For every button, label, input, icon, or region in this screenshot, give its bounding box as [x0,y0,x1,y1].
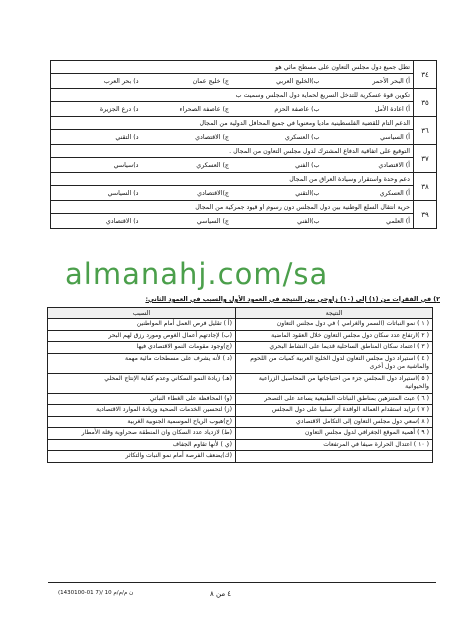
cause-cell: (ك)يضعف الفرصة أمام نمو النبات والتكاثر [48,451,236,463]
answer-option: ب)الفني [297,217,320,225]
cause-cell: (هـ) زيادة النمو السكاني وعدم كفاية الإنتاج المحلي [48,373,236,393]
question-stem: تطل جميع دول مجلس التعاون على مسطح مائي هو [51,61,413,74]
question-number: ٣٧ [413,145,436,172]
matching-row [48,439,433,451]
cause-cell: (ز) لتحسين الخدمات الصحية وزيادة الموارد الاقتصادية [48,405,236,417]
answer-option: د) الاقتصادي [105,217,139,225]
result-cell: ( ١ ) نمو النباتات (السمر والغرامي ) في دول مجلس التعاون [236,319,433,331]
result-cell: ( ٤ ) استيراد دول مجلس التعاون لدول الخليج العربية كميات من اللحوم والماشية من دول أخرى [236,353,433,373]
answer-option: أ) اعادة الأمل [374,105,410,113]
answer-option: د) التقني [115,133,139,141]
result-cell: ( ٢ )ارتفاع عدد سكان دول مجلس التعاون خلال العقود الماضية [236,330,433,342]
answer-option: د) السياسي [107,189,139,197]
matching-row [48,428,433,440]
cause-column-header: السبب [48,308,236,319]
cause-cell: (ج)وجود مقومات النمو الاقتصادي فيها [48,342,236,354]
question-stem: تكوين قوة عسكرية للتدخل السريع لحماية دول المجلس وسميت ب [51,89,413,102]
matching-table [47,307,433,463]
matching-row [48,405,433,417]
answer-option: أ) الاقتصادي [378,161,410,169]
question-row [50,116,437,144]
mcq-table [50,60,437,229]
footer-divider [48,582,436,583]
question-stem: التوقيع على اتفاقية الدفاع المشترك لدول مجلس التعاون من المجال . [51,145,413,158]
matching-row [48,319,433,331]
question-row [50,172,437,200]
cause-cell: (ب) لإجادتهم أعمال الغوص ومورد رزق لهم البحر [48,330,236,342]
answer-option: أ) العسكري [379,189,410,197]
result-cell: ( ٧ ) تزايد استقدام العمالة الوافدة أثر سلبيا على دول المجلس [236,405,433,417]
answer-option: ج) الاقتصادي [195,133,229,141]
matching-row [48,353,433,373]
question-number: ٣٥ [413,89,436,116]
question-number: ٣٨ [413,173,436,200]
matching-instruction: ٢) في الفقرات من (١) إلى (١٠) زاوجي بين النتيجة في العمود الأول والسبب في العمود الثاني: [145,296,440,303]
matching-row [48,393,433,405]
result-column-header: النتيجة [236,308,433,319]
question-row [50,200,437,229]
watermark-text: almanahj.com/sa [65,257,329,291]
answer-option: ب)التقني [295,189,320,197]
answer-option: د)سياسي [113,161,139,169]
answer-option: ج) عاصفة الصحراء [179,105,229,113]
result-cell: ( ٨ )سعي دول مجلس التعاون إلى التكامل الاقتصادي [236,416,433,428]
question-row [50,144,437,172]
question-row [50,88,437,116]
answer-option: ب)الخليج العربي [276,77,320,85]
matching-row [48,330,433,342]
cause-cell: (ي ) لأنها تقاوم الجفاف [48,439,236,451]
result-cell: ( ٩ ) أهمية الموقع الجغرافي لدول مجلس التعاون [236,428,433,440]
cause-cell: (ح)هبوب الرياح الموسمية الجنوبية الغربية [48,416,236,428]
answer-option: أ) السياسي [380,133,410,141]
answer-option: ب) الفني [295,161,320,169]
result-cell: ( ٥ )استيراد دول المجلس جزء من احتياجاتها من المحاصيل الزراعية والحيوانية [236,373,433,393]
question-number: ٣٤ [413,61,436,88]
answer-option: ج) خليج عمان [192,77,229,85]
cause-cell: (و) المحافظة على الغطاء النباتي [48,393,236,405]
matching-row [48,416,433,428]
question-stem: حرية انتقال السلع الوطنية بين دول المجلس دون رسوم او قيود جمركية من المجال [51,201,413,214]
question-number: ٣٩ [413,201,436,228]
answer-option: ب) عاصفة الحزم [274,105,320,113]
matching-row [48,342,433,354]
answer-option: د) بحر العرب [103,77,139,85]
answer-option: أ) البحر الأحمر [372,77,410,85]
result-cell: ( ١٠ ) اعتدال الحرارة صيفا في المرتفعات [236,439,433,451]
result-cell: ( ٦ ) عبث المتنزهين بمناطق النباتات الطبيعية يساعد على التصحر [236,393,433,405]
answer-option: ج)الاقتصادي [197,189,229,197]
question-number: ٣٦ [413,117,436,144]
cause-cell: (ط) لازدياد عدد السكان وان المنطقة صحراوية وقلة الأمطار [48,428,236,440]
cause-cell: (أ ) تقليل فرص العمل أمام المواطنين [48,319,236,331]
answer-option: ج) العسكري [196,161,229,169]
question-stem: الدعم التام للقضية الفلسطينية ماديا ومعنويا في جميع المحافل الدولية من المجال [51,117,413,130]
answer-option: ب) العسكري [284,133,320,141]
answer-option: أ) العلمي [386,217,410,225]
result-cell: ( ٣ ) اعتماد سكان المناطق الساحلية قديما على النشاط البحري [236,342,433,354]
document-code: ن م/م/م 10 /(7 01-1430100) [58,590,134,596]
question-row [50,60,437,88]
cause-cell: (د ) لأنه يشرف على مسطحات مائية مهمة [48,353,236,373]
matching-row [48,373,433,393]
answer-option: د) درع الجزيرة [99,105,139,113]
page-number: ٤ من ٨ [210,590,232,598]
matching-row [48,451,433,463]
result-cell [236,451,433,463]
question-stem: دعم وحدة واستقرار وسيادة العراق من المجال [51,173,413,186]
answer-option: ج) السياسي [196,217,229,225]
